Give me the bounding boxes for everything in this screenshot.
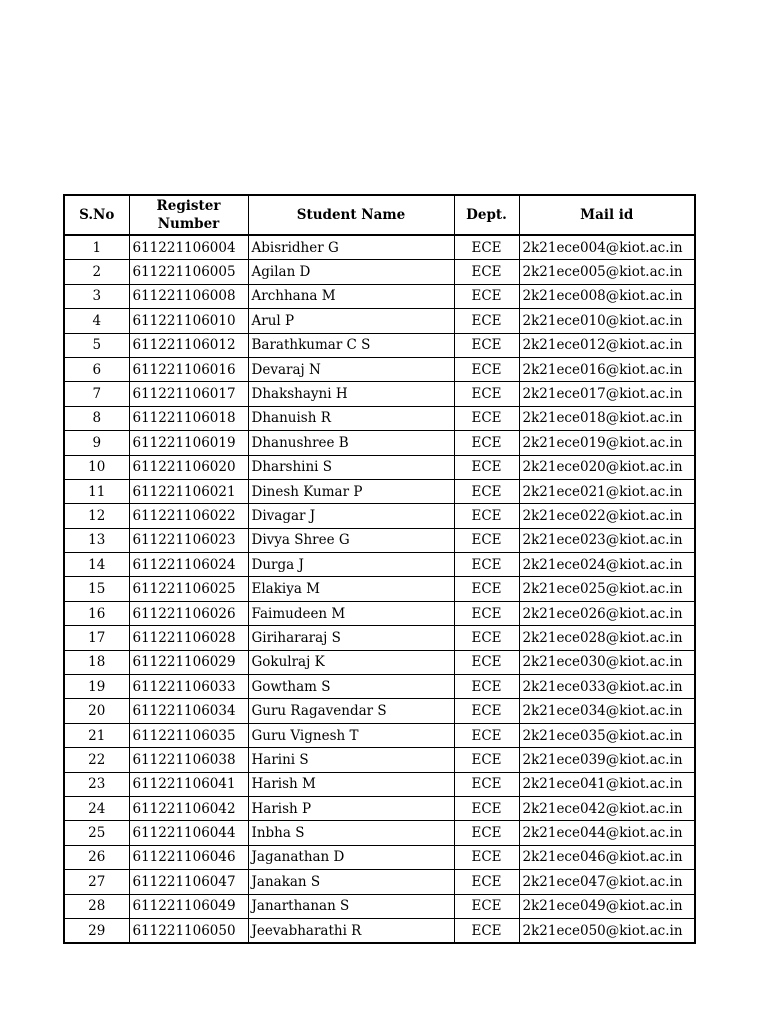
header-register-number (129, 195, 248, 235)
cell-mail-id: 2k21ece049@kiot.ac.in (519, 894, 695, 918)
cell-register-number: 611221106044 (129, 821, 248, 845)
cell-student-name: Faimudeen M (248, 601, 454, 625)
cell-dept: ECE (454, 675, 519, 699)
table-row (64, 382, 695, 406)
header-register-line2: Number (157, 216, 220, 232)
header-dept: Dept. (454, 195, 519, 235)
cell-student-name: Durga J (248, 553, 454, 577)
cell-mail-id: 2k21ece046@kiot.ac.in (519, 845, 695, 869)
cell-dept: ECE (454, 870, 519, 894)
cell-student-name: Guru Ragavendar S (248, 699, 454, 723)
cell-sno: 22 (64, 748, 129, 772)
table-row (64, 894, 695, 918)
cell-register-number: 611221106010 (129, 309, 248, 333)
cell-student-name: Arul P (248, 309, 454, 333)
cell-sno: 17 (64, 626, 129, 650)
cell-register-number: 611221106020 (129, 455, 248, 479)
cell-register-number: 611221106018 (129, 406, 248, 430)
cell-dept: ECE (454, 479, 519, 503)
cell-mail-id: 2k21ece005@kiot.ac.in (519, 260, 695, 284)
cell-mail-id: 2k21ece034@kiot.ac.in (519, 699, 695, 723)
table-row (64, 748, 695, 772)
cell-student-name: Janakan S (248, 870, 454, 894)
cell-register-number: 611221106046 (129, 845, 248, 869)
cell-register-number: 611221106022 (129, 504, 248, 528)
cell-mail-id: 2k21ece008@kiot.ac.in (519, 284, 695, 308)
table-row (64, 406, 695, 430)
cell-student-name: Dhakshayni H (248, 382, 454, 406)
table-row (64, 723, 695, 747)
table-row (64, 309, 695, 333)
table-row (64, 601, 695, 625)
cell-register-number: 611221106005 (129, 260, 248, 284)
cell-dept: ECE (454, 626, 519, 650)
cell-sno: 27 (64, 870, 129, 894)
header-student-name: Student Name (248, 195, 454, 235)
cell-mail-id: 2k21ece012@kiot.ac.in (519, 333, 695, 357)
table-row (64, 504, 695, 528)
cell-dept: ECE (454, 699, 519, 723)
cell-mail-id: 2k21ece041@kiot.ac.in (519, 772, 695, 796)
cell-mail-id: 2k21ece047@kiot.ac.in (519, 870, 695, 894)
cell-mail-id: 2k21ece019@kiot.ac.in (519, 431, 695, 455)
cell-student-name: Dharshini S (248, 455, 454, 479)
table-row (64, 553, 695, 577)
cell-sno: 13 (64, 528, 129, 552)
cell-mail-id: 2k21ece030@kiot.ac.in (519, 650, 695, 674)
cell-register-number: 611221106017 (129, 382, 248, 406)
cell-mail-id: 2k21ece039@kiot.ac.in (519, 748, 695, 772)
cell-student-name: Harini S (248, 748, 454, 772)
cell-register-number: 611221106023 (129, 528, 248, 552)
cell-sno: 29 (64, 918, 129, 943)
table-row (64, 479, 695, 503)
cell-student-name: Gokulraj K (248, 650, 454, 674)
cell-sno: 9 (64, 431, 129, 455)
header-register-line1: Register (156, 198, 221, 214)
cell-mail-id: 2k21ece024@kiot.ac.in (519, 553, 695, 577)
cell-register-number: 611221106050 (129, 918, 248, 943)
cell-student-name: Barathkumar C S (248, 333, 454, 357)
cell-sno: 24 (64, 796, 129, 820)
cell-sno: 21 (64, 723, 129, 747)
cell-register-number: 611221106004 (129, 235, 248, 260)
table-row (64, 577, 695, 601)
cell-register-number: 611221106042 (129, 796, 248, 820)
cell-mail-id: 2k21ece033@kiot.ac.in (519, 675, 695, 699)
cell-dept: ECE (454, 553, 519, 577)
cell-sno: 12 (64, 504, 129, 528)
cell-mail-id: 2k21ece018@kiot.ac.in (519, 406, 695, 430)
cell-sno: 20 (64, 699, 129, 723)
cell-register-number: 611221106012 (129, 333, 248, 357)
cell-sno: 23 (64, 772, 129, 796)
cell-student-name: Archhana M (248, 284, 454, 308)
cell-sno: 16 (64, 601, 129, 625)
table-row (64, 284, 695, 308)
cell-dept: ECE (454, 772, 519, 796)
table-row (64, 235, 695, 260)
cell-student-name: Divagar J (248, 504, 454, 528)
cell-student-name: Devaraj N (248, 357, 454, 381)
cell-sno: 4 (64, 309, 129, 333)
table-row (64, 333, 695, 357)
cell-student-name: Dhanushree B (248, 431, 454, 455)
cell-mail-id: 2k21ece023@kiot.ac.in (519, 528, 695, 552)
table-body (64, 235, 695, 943)
cell-dept: ECE (454, 650, 519, 674)
cell-dept: ECE (454, 431, 519, 455)
cell-sno: 3 (64, 284, 129, 308)
cell-register-number: 611221106021 (129, 479, 248, 503)
cell-dept: ECE (454, 577, 519, 601)
cell-dept: ECE (454, 504, 519, 528)
cell-dept: ECE (454, 723, 519, 747)
cell-mail-id: 2k21ece021@kiot.ac.in (519, 479, 695, 503)
cell-sno: 25 (64, 821, 129, 845)
cell-student-name: Harish M (248, 772, 454, 796)
cell-sno: 15 (64, 577, 129, 601)
cell-mail-id: 2k21ece017@kiot.ac.in (519, 382, 695, 406)
cell-dept: ECE (454, 284, 519, 308)
cell-dept: ECE (454, 333, 519, 357)
cell-register-number: 611221106016 (129, 357, 248, 381)
cell-dept: ECE (454, 235, 519, 260)
cell-sno: 19 (64, 675, 129, 699)
cell-student-name: Janarthanan S (248, 894, 454, 918)
table-row (64, 796, 695, 820)
cell-sno: 5 (64, 333, 129, 357)
cell-sno: 1 (64, 235, 129, 260)
cell-register-number: 611221106019 (129, 431, 248, 455)
cell-student-name: Jeevabharathi R (248, 918, 454, 943)
cell-mail-id: 2k21ece026@kiot.ac.in (519, 601, 695, 625)
cell-dept: ECE (454, 918, 519, 943)
cell-dept: ECE (454, 406, 519, 430)
cell-dept: ECE (454, 894, 519, 918)
cell-sno: 26 (64, 845, 129, 869)
cell-sno: 18 (64, 650, 129, 674)
cell-sno: 8 (64, 406, 129, 430)
cell-mail-id: 2k21ece050@kiot.ac.in (519, 918, 695, 943)
cell-register-number: 611221106029 (129, 650, 248, 674)
cell-student-name: Dhanuish R (248, 406, 454, 430)
cell-dept: ECE (454, 455, 519, 479)
cell-student-name: Jaganathan D (248, 845, 454, 869)
cell-dept: ECE (454, 357, 519, 381)
cell-sno: 11 (64, 479, 129, 503)
cell-student-name: Abisridher G (248, 235, 454, 260)
cell-dept: ECE (454, 748, 519, 772)
cell-student-name: Agilan D (248, 260, 454, 284)
cell-register-number: 611221106028 (129, 626, 248, 650)
table-header-row (64, 195, 695, 235)
cell-sno: 7 (64, 382, 129, 406)
cell-dept: ECE (454, 821, 519, 845)
cell-dept: ECE (454, 845, 519, 869)
header-sno: S.No (64, 195, 129, 235)
cell-register-number: 611221106024 (129, 553, 248, 577)
table-row (64, 357, 695, 381)
table-row (64, 821, 695, 845)
cell-mail-id: 2k21ece042@kiot.ac.in (519, 796, 695, 820)
table-row (64, 260, 695, 284)
cell-student-name: Dinesh Kumar P (248, 479, 454, 503)
cell-sno: 14 (64, 553, 129, 577)
cell-student-name: Gowtham S (248, 675, 454, 699)
cell-register-number: 611221106049 (129, 894, 248, 918)
cell-student-name: Guru Vignesh T (248, 723, 454, 747)
cell-student-name: Divya Shree G (248, 528, 454, 552)
table-row (64, 455, 695, 479)
table-row (64, 918, 695, 943)
table-row (64, 772, 695, 796)
cell-student-name: Girihararaj S (248, 626, 454, 650)
cell-dept: ECE (454, 796, 519, 820)
cell-dept: ECE (454, 309, 519, 333)
cell-register-number: 611221106026 (129, 601, 248, 625)
cell-student-name: Harish P (248, 796, 454, 820)
cell-sno: 10 (64, 455, 129, 479)
cell-register-number: 611221106033 (129, 675, 248, 699)
cell-register-number: 611221106008 (129, 284, 248, 308)
table-row (64, 528, 695, 552)
cell-register-number: 611221106025 (129, 577, 248, 601)
cell-sno: 2 (64, 260, 129, 284)
cell-register-number: 611221106041 (129, 772, 248, 796)
cell-register-number: 611221106035 (129, 723, 248, 747)
cell-sno: 28 (64, 894, 129, 918)
table-row (64, 675, 695, 699)
cell-mail-id: 2k21ece010@kiot.ac.in (519, 309, 695, 333)
table-row (64, 870, 695, 894)
cell-mail-id: 2k21ece004@kiot.ac.in (519, 235, 695, 260)
student-table (63, 194, 696, 944)
cell-dept: ECE (454, 382, 519, 406)
cell-register-number: 611221106034 (129, 699, 248, 723)
cell-student-name: Inbha S (248, 821, 454, 845)
cell-dept: ECE (454, 601, 519, 625)
cell-mail-id: 2k21ece044@kiot.ac.in (519, 821, 695, 845)
cell-student-name: Elakiya M (248, 577, 454, 601)
cell-mail-id: 2k21ece016@kiot.ac.in (519, 357, 695, 381)
cell-mail-id: 2k21ece035@kiot.ac.in (519, 723, 695, 747)
cell-dept: ECE (454, 528, 519, 552)
cell-mail-id: 2k21ece020@kiot.ac.in (519, 455, 695, 479)
table-row (64, 431, 695, 455)
table-row (64, 626, 695, 650)
table-row (64, 699, 695, 723)
cell-register-number: 611221106038 (129, 748, 248, 772)
cell-mail-id: 2k21ece025@kiot.ac.in (519, 577, 695, 601)
table-row (64, 845, 695, 869)
cell-register-number: 611221106047 (129, 870, 248, 894)
cell-dept: ECE (454, 260, 519, 284)
cell-mail-id: 2k21ece022@kiot.ac.in (519, 504, 695, 528)
cell-mail-id: 2k21ece028@kiot.ac.in (519, 626, 695, 650)
table-row (64, 650, 695, 674)
cell-sno: 6 (64, 357, 129, 381)
header-mail-id: Mail id (519, 195, 695, 235)
